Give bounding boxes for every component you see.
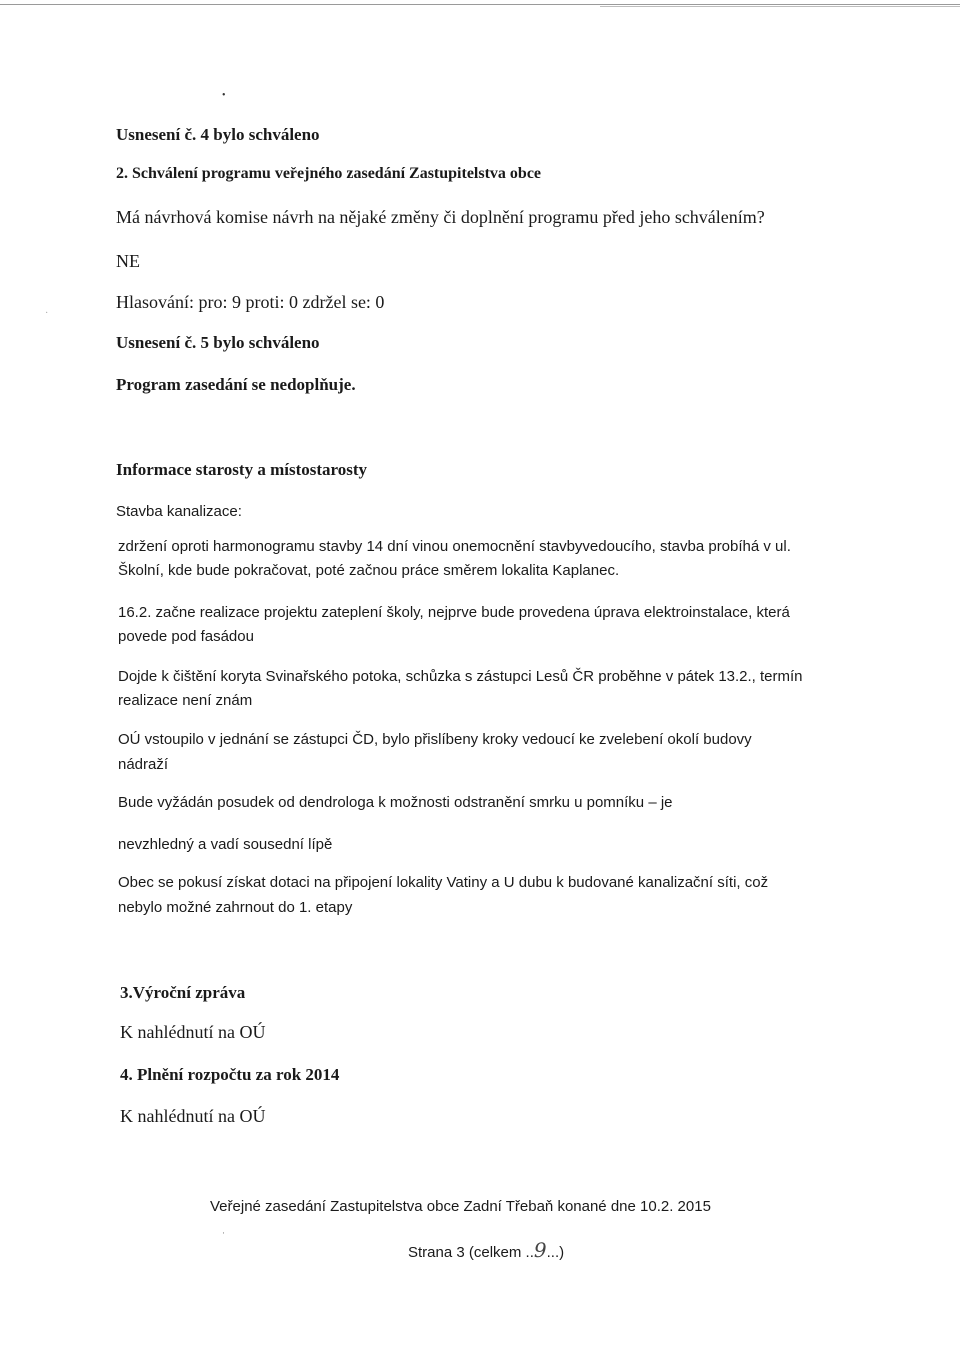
resolution-5-approved: Usnesení č. 5 bylo schváleno	[116, 333, 320, 352]
page-total-handwritten: 9	[533, 1238, 547, 1262]
scan-mark: •	[222, 90, 226, 101]
info-paragraph-4-line-2: nádraží	[118, 756, 169, 773]
section-4-heading: 4. Plnění rozpočtu za rok 2014	[120, 1065, 340, 1084]
info-paragraph-3-line-1: Dojde k čištění koryta Svinařského potoka, schůzka s zástupci Lesů ČR proběhne v pátek 13.2., termín	[118, 668, 803, 685]
info-paragraph-3-line-2: realizace není znám	[118, 692, 253, 709]
vote-result: Hlasování: pro: 9 proti: 0 zdržel se: 0	[116, 292, 385, 312]
scan-mark: ·	[45, 308, 49, 319]
info-paragraph-2-line-1: 16.2. začne realizace projektu zateplení školy, nejprve bude provedena úprava elektroinstalace, která	[118, 604, 790, 621]
section-4-note: K nahlédnutí na OÚ	[120, 1106, 266, 1126]
section-3-note: K nahlédnutí na OÚ	[120, 1022, 266, 1042]
page-prefix: Strana 3 (celkem ..	[408, 1244, 534, 1261]
info-paragraph-1-line-1: zdržení oproti harmonogramu stavby 14 dní vinou onemocnění stavbyvedoucího, stavba probíhá v ul.	[118, 538, 791, 555]
bleed-through-text	[640, 110, 900, 488]
page-top-border	[0, 4, 960, 5]
info-paragraph-4-line-1: OÚ vstoupilo v jednání se zástupci ČD, bylo přislíbeny kroky vedoucí ke zvelebení okolí budovy	[118, 731, 752, 748]
section-3-heading: 3.Výroční zpráva	[120, 983, 246, 1002]
program-not-supplemented: Program zasedání se nedoplňuje.	[116, 375, 356, 394]
info-paragraph-5-line-1: Bude vyžádán posudek od dendrologa k možnosti odstranění smrku u pomníku – je	[118, 794, 673, 811]
info-paragraph-6-line-2: nebylo možné zahrnout do 1. etapy	[118, 899, 353, 916]
section-2-heading: 2. Schválení programu veřejného zasedání Zastupitelstva obce	[116, 165, 542, 182]
page-suffix: ...)	[546, 1244, 565, 1261]
footer-meeting-line: Veřejné zasedání Zastupitelstva obce Zadní Třebaň konané dne 10.2. 2015	[210, 1198, 711, 1215]
info-paragraph-5-line-2: nevzhledný a vadí sousední lípě	[118, 836, 333, 853]
mayor-info-heading: Informace starosty a místostarosty	[116, 460, 368, 479]
sewer-construction-label: Stavba kanalizace:	[116, 503, 242, 520]
commission-question: Má návrhová komise návrh na nějaké změny či doplnění programu před jeho schválením?	[116, 207, 765, 227]
page-top-border-secondary	[600, 6, 960, 7]
answer-no: NE	[116, 251, 140, 271]
info-paragraph-2-line-2: povede pod fasádou	[118, 628, 254, 645]
footer-page-number	[408, 1238, 564, 1262]
scan-mark: ·	[222, 1228, 225, 1238]
info-paragraph-6-line-1: Obec se pokusí získat dotaci na připojení lokality Vatiny a U dubu k budované kanalizační síti, což	[118, 874, 769, 891]
resolution-4-approved: Usnesení č. 4 bylo schváleno	[116, 125, 320, 144]
info-paragraph-1-line-2: Školní, kde bude pokračovat, poté začnou práce směrem lokalita Kaplanec.	[118, 562, 620, 579]
